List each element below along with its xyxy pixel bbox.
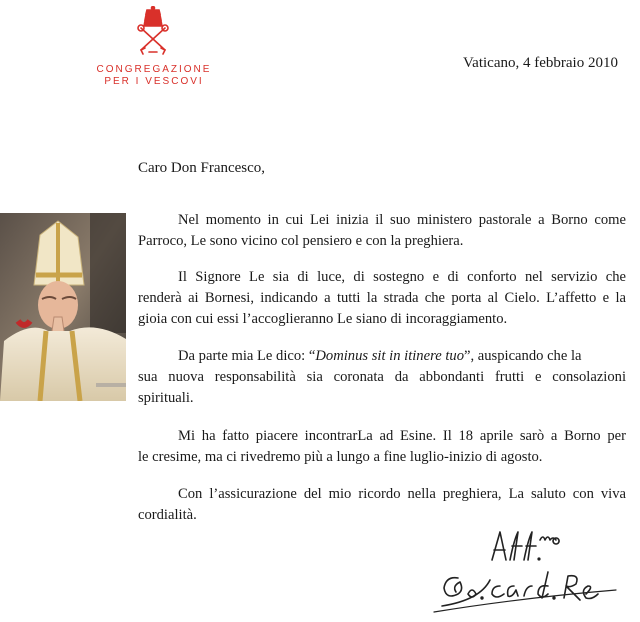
text-line: le cresime, ma ci rivedremo più a lungo a fine luglio-inizio di agosto. <box>138 449 543 465</box>
text-line: Nel momento in cui Lei inizia il suo ministero pastorale a Borno come <box>178 212 626 228</box>
signature <box>430 520 630 615</box>
salutation: Caro Don Francesco, <box>138 160 266 176</box>
text-line: Con l’assicurazione del mio ricordo nella preghiera, La saluto con viva <box>178 486 626 502</box>
text-line: renderà ai Bornesi, indicando a tutti la strada che porta al Cielo. L’affetto e la <box>138 290 626 306</box>
text-line: sua nuova responsabilità sia coronata da abbondanti frutti e consolazioni <box>138 369 626 385</box>
org-line-1: CONGREGAZIONE <box>96 64 212 75</box>
text-line: cordialità. <box>138 507 197 523</box>
paragraph-2 <box>138 267 626 330</box>
paragraph-4 <box>138 426 626 468</box>
text-line: Il Signore Le sia di luce, di sostegno e di conforto nel servizio che <box>178 269 626 285</box>
letter-date: Vaticano, 4 febbraio 2010 <box>463 55 618 71</box>
paragraph-3 <box>138 346 626 409</box>
congregation-name <box>86 64 222 88</box>
text-line <box>138 346 626 367</box>
paragraph-1 <box>138 210 626 252</box>
text-line: gioia con cui essi l’accoglieranno Le siano di incoraggiamento. <box>138 311 508 327</box>
papal-crest-icon <box>133 6 173 56</box>
cardinal-portrait <box>0 213 126 401</box>
latin-motto: Dominus sit in itinere tuo <box>315 348 464 364</box>
text-line: Parroco, Le sono vicino col pensiero e con la preghiera. <box>138 233 464 249</box>
quote-outro: ”, auspicando che la <box>464 348 582 364</box>
org-line-2: PER I VESCOVI <box>104 76 204 87</box>
text-line: spirituali. <box>138 390 194 406</box>
text-line: Mi ha fatto piacere incontrarLa ad Esine. Il 18 aprile sarò a Borno per <box>178 428 626 444</box>
quote-intro: Da parte mia Le dico: “ <box>178 348 316 364</box>
handwritten-signature <box>430 520 630 615</box>
